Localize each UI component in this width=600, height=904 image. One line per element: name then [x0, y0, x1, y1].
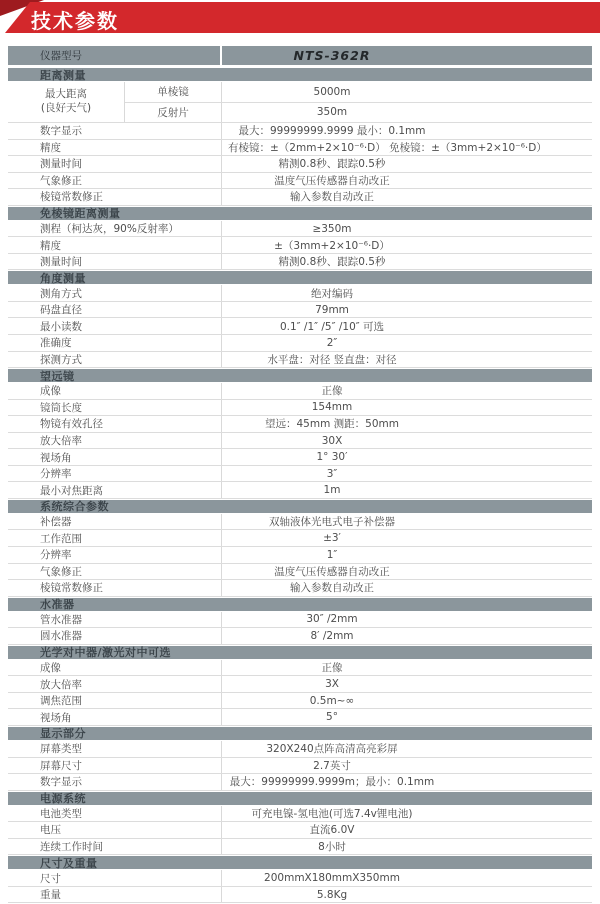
row-value — [222, 383, 592, 399]
row-label: 棱镜常数修正 — [8, 189, 222, 205]
row-value — [222, 774, 592, 790]
row-label: 连续工作时间 — [8, 839, 222, 855]
value-text: 3″ — [326, 467, 338, 480]
row-value — [222, 564, 592, 580]
table-row — [8, 839, 592, 856]
table-row — [8, 466, 592, 483]
section-header — [8, 368, 592, 383]
value-text: 水平盘：对径 竖直盘：对径 — [267, 353, 397, 366]
row-label: 放大倍率 — [8, 433, 222, 449]
row-label: 镜筒长度 — [8, 400, 222, 416]
sub-label-column — [125, 82, 222, 122]
row-label: 尺寸 — [8, 870, 222, 886]
value-text: 输入参数自动改正 — [290, 582, 374, 595]
table-row — [8, 758, 592, 775]
table-row — [8, 302, 592, 319]
section-header — [8, 67, 592, 82]
row-value — [222, 482, 592, 498]
section-title: 水准器 — [40, 598, 75, 612]
sub-row-label: 反射片 — [125, 103, 222, 123]
row-label: 补偿器 — [8, 514, 222, 530]
row-value — [222, 302, 592, 318]
row-label: 测程（柯达灰，90%反射率） — [8, 221, 222, 237]
section-title: 系统综合参数 — [40, 500, 109, 514]
row-label: 电池类型 — [8, 806, 222, 822]
sub-value-column — [222, 82, 592, 122]
table-row — [8, 173, 592, 190]
value-text: 精测0.8秒、跟踪0.5秒 — [278, 256, 386, 269]
value-text: 5.8Kg — [316, 888, 348, 901]
value-text: 200mmX180mmX350mm — [264, 872, 400, 884]
table-row — [8, 774, 592, 791]
table-row — [8, 530, 592, 547]
row-label — [8, 82, 125, 122]
table-row — [8, 709, 592, 726]
value-text: 154mm — [311, 401, 353, 414]
table-row — [8, 564, 592, 581]
section-header — [8, 270, 592, 285]
value-text: 30″ /2mm — [306, 613, 358, 626]
section-header — [8, 791, 592, 806]
table-row — [8, 741, 592, 758]
row-label: 精度 — [8, 237, 222, 253]
row-value — [222, 547, 592, 563]
row-label: 圆水准器 — [8, 628, 222, 644]
table-row — [8, 400, 592, 417]
table-row — [8, 383, 592, 400]
row-value — [222, 514, 592, 530]
section-header — [8, 645, 592, 660]
row-value — [222, 612, 592, 628]
value-text: 1° 30′ — [316, 451, 348, 464]
model-row-value — [222, 46, 592, 65]
table-row — [8, 123, 592, 140]
row-label: 管水准器 — [8, 612, 222, 628]
row-value — [222, 449, 592, 465]
value-text: 最大：99999999.9999m；最小：0.1mm — [229, 776, 435, 789]
row-value — [222, 580, 592, 596]
value-text: ±（3mm+2×10⁻⁶·D） — [274, 239, 390, 252]
row-value — [222, 123, 592, 139]
row-value — [222, 352, 592, 368]
row-label: 物镜有效孔径 — [8, 416, 222, 432]
row-value — [222, 140, 592, 156]
table-row-span — [8, 82, 592, 123]
model-row — [8, 46, 592, 65]
section-title: 望远镜 — [40, 369, 75, 383]
row-label-line: 最大距离 — [45, 88, 87, 101]
section-header — [8, 855, 592, 870]
value-text: 双轴液体光电式电子补偿器 — [269, 516, 395, 529]
value-text: ≥350m — [312, 222, 352, 235]
row-value — [222, 254, 592, 270]
value-text: 2″ — [326, 336, 338, 349]
row-label: 棱镜常数修正 — [8, 580, 222, 596]
table-row — [8, 254, 592, 271]
value-text: 正像 — [321, 662, 343, 675]
row-label: 数字显示 — [8, 774, 222, 790]
row-value — [222, 676, 592, 692]
section-header — [8, 206, 592, 221]
value-text: 1m — [323, 484, 341, 497]
table-row — [8, 318, 592, 335]
table-row — [8, 156, 592, 173]
row-value — [222, 870, 592, 886]
value-text: 输入参数自动改正 — [290, 191, 374, 204]
table-row — [8, 514, 592, 531]
row-label: 精度 — [8, 140, 222, 156]
value-text: 可充电镍-氢电池(可选7.4v锂电池) — [251, 807, 413, 820]
row-label: 分辨率 — [8, 466, 222, 482]
row-label: 气象修正 — [8, 564, 222, 580]
sub-row-value — [222, 82, 592, 103]
row-label: 重量 — [8, 887, 222, 903]
value-text: 绝对编码 — [311, 287, 353, 300]
row-label: 探测方式 — [8, 352, 222, 368]
table-row — [8, 870, 592, 887]
row-value — [222, 221, 592, 237]
row-label: 电压 — [8, 822, 222, 838]
value-text: 5° — [326, 711, 338, 724]
value-text: 最大：99999999.9999 最小：0.1mm — [238, 125, 426, 138]
row-label: 屏幕尺寸 — [8, 758, 222, 774]
value-text: 79mm — [315, 303, 349, 316]
table-row — [8, 676, 592, 693]
value-text: 2.7英寸 — [313, 759, 351, 772]
row-label: 工作范围 — [8, 530, 222, 546]
row-value — [222, 335, 592, 351]
row-label: 码盘直径 — [8, 302, 222, 318]
value-text: 30X — [321, 434, 343, 447]
row-value — [222, 709, 592, 725]
table-row — [8, 449, 592, 466]
section-title: 免棱镜距离测量 — [40, 207, 121, 221]
row-label: 成像 — [8, 383, 222, 399]
row-value — [222, 693, 592, 709]
row-value — [222, 318, 592, 334]
table-row — [8, 806, 592, 823]
table-row — [8, 416, 592, 433]
value-text: 8′ /2mm — [310, 629, 354, 642]
model-row-label: 仪器型号 — [8, 46, 222, 65]
section-header — [8, 726, 592, 741]
section-title: 显示部分 — [40, 727, 86, 741]
row-value — [222, 530, 592, 546]
section-title: 电源系统 — [40, 792, 86, 806]
row-value — [222, 416, 592, 432]
value-text: 5000m — [313, 85, 351, 98]
row-value — [222, 433, 592, 449]
row-value — [222, 839, 592, 855]
table-row — [8, 693, 592, 710]
value-text: 320X240点阵高清高亮彩屏 — [266, 743, 398, 756]
table-row — [8, 335, 592, 352]
table-row — [8, 482, 592, 499]
table-row — [8, 189, 592, 206]
row-value — [222, 806, 592, 822]
sub-row-value — [222, 103, 592, 123]
row-label: 视场角 — [8, 449, 222, 465]
section-title: 角度测量 — [40, 271, 86, 285]
section-title: 尺寸及重量 — [40, 856, 98, 870]
row-value — [222, 189, 592, 205]
value-text: 望远：45mm 测距：50mm — [265, 418, 399, 431]
table-row — [8, 822, 592, 839]
table-row — [8, 237, 592, 254]
row-label: 测角方式 — [8, 285, 222, 301]
row-label: 测量时间 — [8, 156, 222, 172]
row-label: 准确度 — [8, 335, 222, 351]
table-row — [8, 887, 592, 904]
page-title: 技术参数 — [31, 9, 119, 33]
row-value — [222, 285, 592, 301]
value-text: 350m — [316, 106, 348, 119]
table-row — [8, 580, 592, 597]
value-text: 0.1″ /1″ /5″ /10″ 可选 — [279, 320, 385, 333]
table-row — [8, 285, 592, 302]
row-value — [222, 466, 592, 482]
model-number: NTS-362R — [293, 48, 371, 63]
row-value — [222, 660, 592, 676]
value-text: 温度气压传感器自动改正 — [274, 174, 390, 187]
sections-container — [8, 67, 592, 903]
section-header — [8, 597, 592, 612]
row-value — [222, 173, 592, 189]
section-title: 光学对中器/激光对中可选 — [40, 646, 172, 660]
row-value — [222, 758, 592, 774]
row-label: 屏幕类型 — [8, 741, 222, 757]
row-label: 气象修正 — [8, 173, 222, 189]
value-text: 正像 — [321, 385, 343, 398]
row-value — [222, 741, 592, 757]
row-label: 视场角 — [8, 709, 222, 725]
row-value — [222, 156, 592, 172]
value-text: 直流6.0V — [309, 824, 355, 837]
value-text: 0.5m~∞ — [309, 694, 355, 707]
table-row — [8, 628, 592, 645]
table-row — [8, 660, 592, 677]
spec-table — [8, 46, 592, 903]
row-label: 放大倍率 — [8, 676, 222, 692]
section-header — [8, 499, 592, 514]
table-row — [8, 140, 592, 157]
row-label: 调焦范围 — [8, 693, 222, 709]
value-text: 精测0.8秒、跟踪0.5秒 — [278, 158, 386, 171]
table-row — [8, 612, 592, 629]
section-title: 距离测量 — [40, 68, 86, 82]
row-label: 成像 — [8, 660, 222, 676]
table-row — [8, 547, 592, 564]
value-text: ±3′ — [323, 532, 341, 545]
value-text: 有棱镜：±（2mm+2×10⁻⁶·D） 免棱镜：±（3mm+2×10⁻⁶·D） — [228, 141, 547, 154]
table-row — [8, 221, 592, 238]
row-label: 最小读数 — [8, 318, 222, 334]
row-label: 测量时间 — [8, 254, 222, 270]
banner — [0, 0, 600, 34]
value-text: 3X — [325, 678, 339, 691]
row-value — [222, 400, 592, 416]
row-label: 分辨率 — [8, 547, 222, 563]
row-value — [222, 822, 592, 838]
row-label: 数字显示 — [8, 123, 222, 139]
value-text: 温度气压传感器自动改正 — [274, 565, 390, 578]
row-label: 最小对焦距离 — [8, 482, 222, 498]
table-row — [8, 433, 592, 450]
sub-row-label: 单棱镜 — [125, 82, 222, 103]
row-value — [222, 628, 592, 644]
value-text: 8小时 — [318, 840, 346, 853]
row-label-line: (良好天气) — [40, 102, 92, 114]
row-value — [222, 887, 592, 903]
row-value — [222, 237, 592, 253]
table-row — [8, 352, 592, 369]
value-text: 1″ — [326, 548, 338, 561]
